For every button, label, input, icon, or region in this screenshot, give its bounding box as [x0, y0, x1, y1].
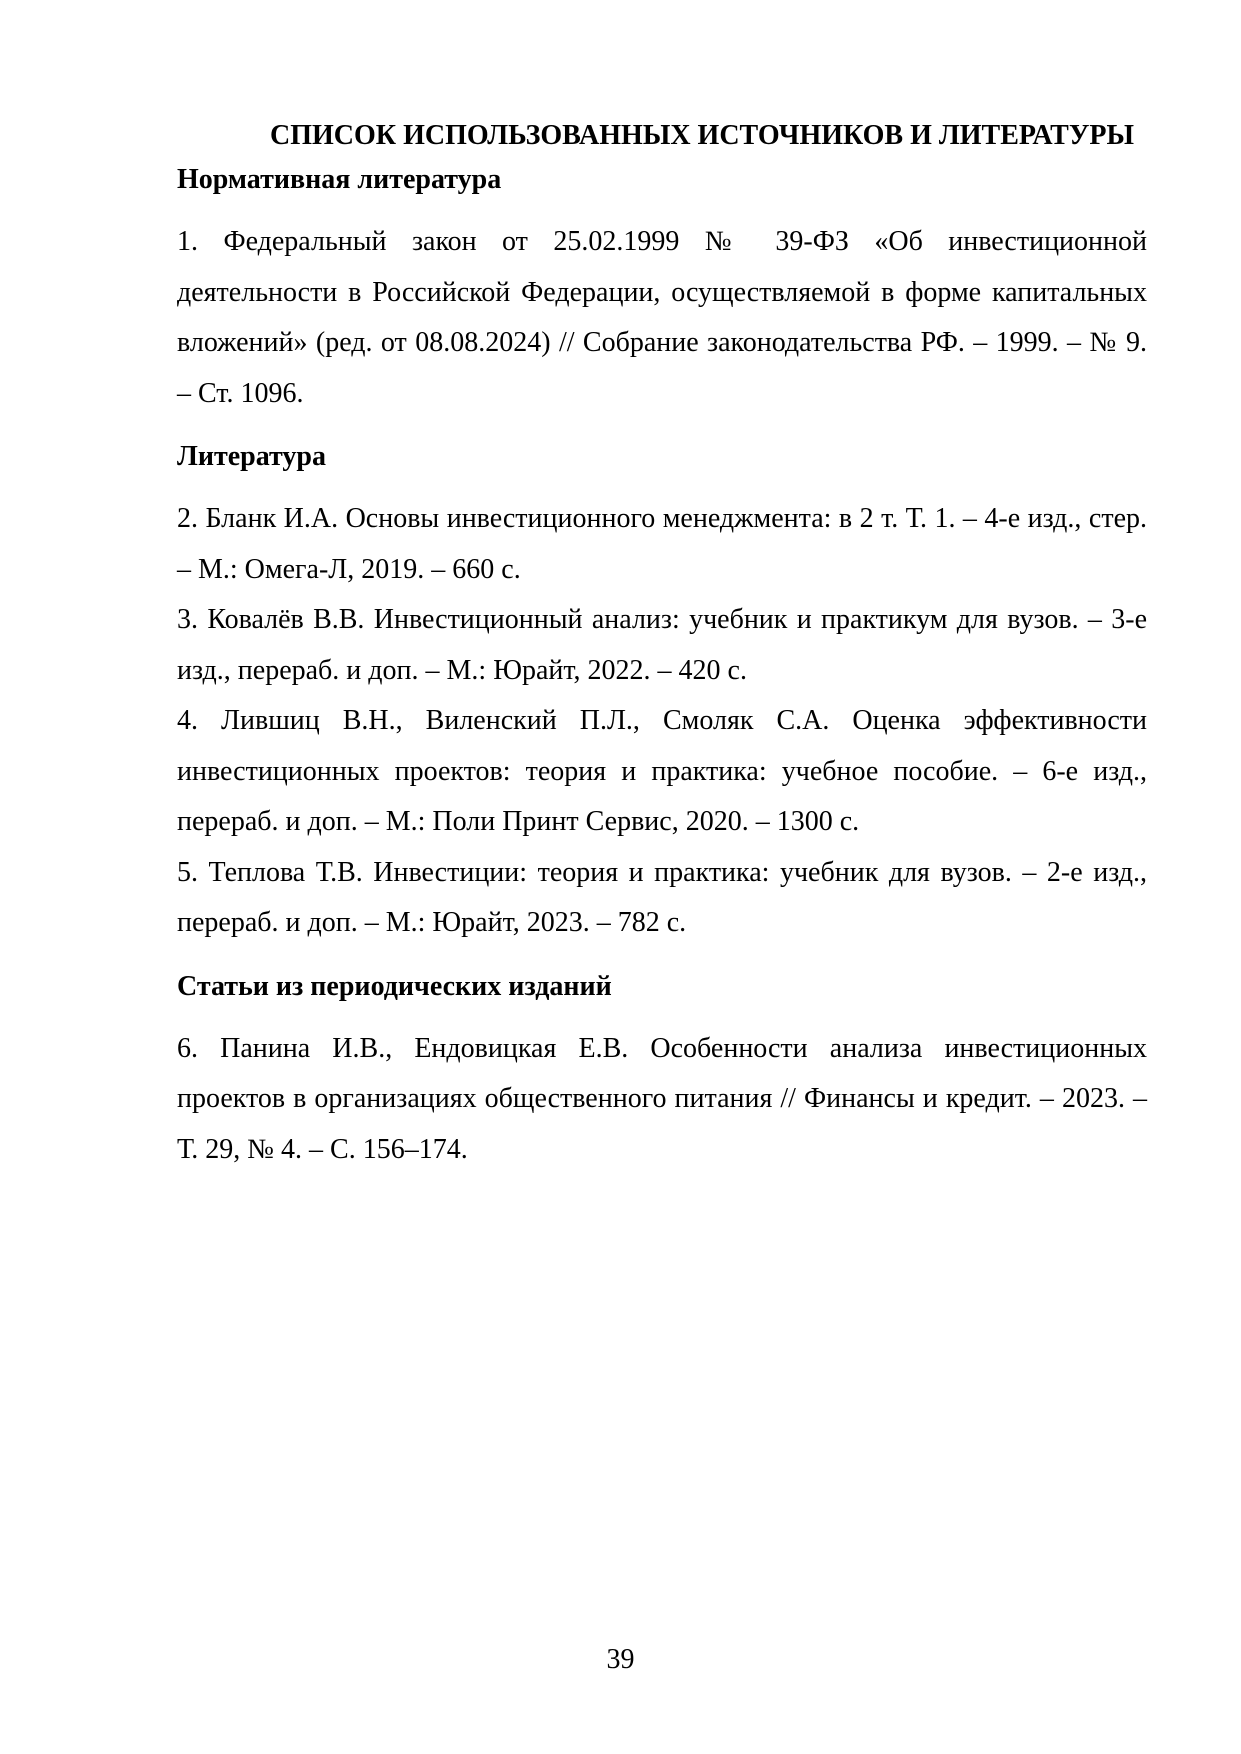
page-title: СПИСОК ИСПОЛЬЗОВАННЫХ ИСТОЧНИКОВ И ЛИТЕРАТУРЫ: [270, 120, 1134, 151]
section-heading-articles: Статьи из периодических изданий: [177, 970, 612, 1002]
document-body: [177, 116, 1147, 1175]
page-number: 39: [606, 1644, 635, 1675]
section-heading-literature: Литература: [177, 441, 326, 472]
reference-entry-3: 3. Ковалёв В.В. Инвестиционный анализ: учебник и практикум для вузов. – 3-е изд., перераб. и доп. – М.: Юрайт, 2022. – 420 с.: [177, 604, 1147, 686]
reference-entry-2: 2. Бланк И.А. Основы инвестиционного менеджмента: в 2 т. Т. 1. – 4-е изд., стер. – М.: Омега-Л, 2019. – 660 с.: [177, 503, 1147, 585]
reference-entry-1: 1. Федеральный закон от 25.02.1999 № 39-ФЗ «Об инвестиционной деятельности в Российской Федерации, осуществляемой в форме капитальных вложений» (ред. от 08.08.2024) // Собрание законодательства РФ. – 1999. – № 9. – Ст. 1096.: [177, 226, 1147, 409]
reference-entry-5: 5. Теплова Т.В. Инвестиции: теория и практика: учебник для вузов. – 2-е изд., перераб. и доп. – М.: Юрайт, 2023. – 782 с.: [177, 856, 1147, 938]
reference-entry-4: 4. Лившиц В.Н., Виленский П.Л., Смоляк С.А. Оценка эффективности инвестиционных проектов: теория и практика: учебное пособие. – 6-е изд., перераб. и доп. – М.: Поли Принт Сервис, 2020. – 1300 с.: [177, 705, 1147, 837]
reference-entry-6: 6. Панина И.В., Ендовицкая Е.В. Особенности анализа инвестиционных проектов в организациях общественного питания // Финансы и кредит. – 2023. – Т. 29, № 4. – С. 156–174.: [177, 1032, 1147, 1165]
section-heading-normative: Нормативная литература: [177, 164, 502, 195]
